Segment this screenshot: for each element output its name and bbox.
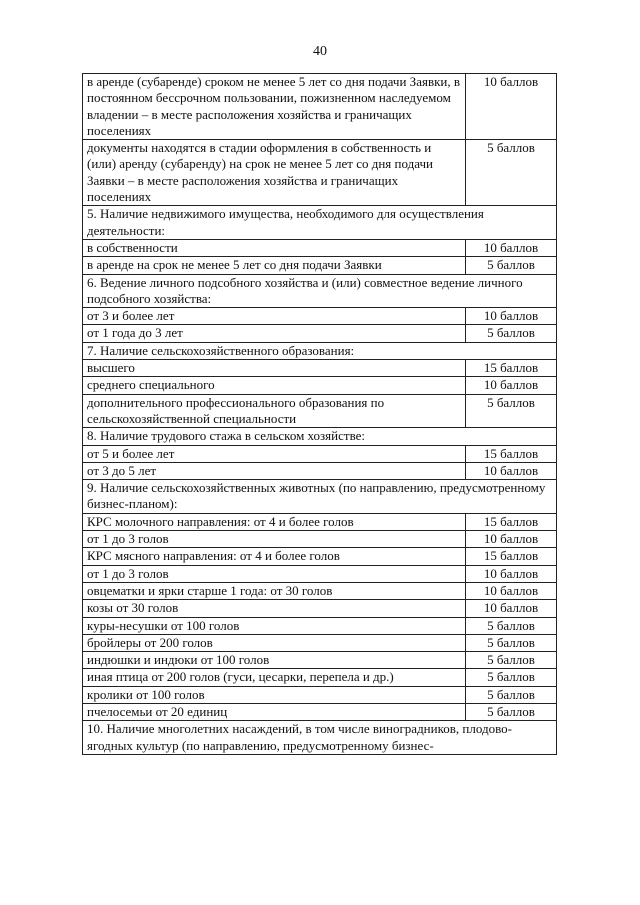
criterion-row: [83, 239, 557, 256]
criterion-label: кролики от 100 голов: [83, 686, 466, 703]
criterion-label: КРС мясного направления: от 4 и более голов: [83, 548, 466, 565]
criterion-label: высшего: [83, 360, 466, 377]
section-header: 5. Наличие недвижимого имущества, необходимого для осуществления деятельности:: [83, 206, 557, 240]
criterion-label: в собственности: [83, 239, 466, 256]
criterion-row: [83, 652, 557, 669]
criterion-score: 15 баллов: [466, 513, 557, 530]
criterion-label: от 1 года до 3 лет: [83, 325, 466, 342]
section-header: 8. Наличие трудового стажа в сельском хозяйстве:: [83, 428, 557, 445]
criterion-score: 10 баллов: [466, 600, 557, 617]
criterion-score: 5 баллов: [466, 140, 557, 206]
criterion-row: [83, 308, 557, 325]
criterion-label: пчелосемьи от 20 единиц: [83, 703, 466, 720]
criterion-score: 5 баллов: [466, 617, 557, 634]
criterion-score: 5 баллов: [466, 634, 557, 651]
criterion-row: [83, 686, 557, 703]
section-header: 10. Наличие многолетних насаждений, в том числе виноградников, плодово-ягодных культур (по направлению, предусмотренному бизнес-: [83, 721, 557, 755]
criterion-label: козы от 30 голов: [83, 600, 466, 617]
criterion-row: [83, 513, 557, 530]
section-header: 9. Наличие сельскохозяйственных животных (по направлению, предусмотренному бизнес-планом):: [83, 480, 557, 514]
criterion-row: [83, 634, 557, 651]
criterion-row: [83, 582, 557, 599]
page-number: 40: [313, 44, 327, 59]
criterion-row: [83, 360, 557, 377]
section-header-row: [83, 206, 557, 240]
criterion-row: [83, 548, 557, 565]
criterion-score: 5 баллов: [466, 669, 557, 686]
criterion-label: куры-несушки от 100 голов: [83, 617, 466, 634]
criterion-label: иная птица от 200 голов (гуси, цесарки, перепела и др.): [83, 669, 466, 686]
criterion-row: [83, 74, 557, 140]
criterion-score: 5 баллов: [466, 394, 557, 428]
criterion-label: документы находятся в стадии оформления в собственность и (или) аренду (субаренду) на срок не менее 5 лет со дня подачи Заявки – в месте расположения хозяйства и граничащих поселениях: [83, 140, 466, 206]
criterion-label: от 1 до 3 голов: [83, 565, 466, 582]
criterion-label: бройлеры от 200 голов: [83, 634, 466, 651]
criterion-score: 15 баллов: [466, 445, 557, 462]
criterion-score: 15 баллов: [466, 548, 557, 565]
section-header-row: [83, 428, 557, 445]
criterion-label: от 3 до 5 лет: [83, 462, 466, 479]
section-header-row: [83, 342, 557, 359]
criterion-score: 10 баллов: [466, 308, 557, 325]
section-header-row: [83, 480, 557, 514]
criterion-label: овцематки и ярки старше 1 года: от 30 голов: [83, 582, 466, 599]
criterion-label: от 1 до 3 голов: [83, 531, 466, 548]
criterion-row: [83, 394, 557, 428]
criterion-row: [83, 531, 557, 548]
section-header: 6. Ведение личного подсобного хозяйства и (или) совместное ведение личного подсобного хозяйства:: [83, 274, 557, 308]
criterion-score: 10 баллов: [466, 565, 557, 582]
criterion-score: 10 баллов: [466, 239, 557, 256]
criterion-row: [83, 140, 557, 206]
criterion-score: 10 баллов: [466, 462, 557, 479]
criterion-row: [83, 669, 557, 686]
criterion-score: 10 баллов: [466, 531, 557, 548]
criterion-row: [83, 377, 557, 394]
criteria-table: [82, 73, 557, 755]
criterion-label: индюшки и индюки от 100 голов: [83, 652, 466, 669]
criterion-row: [83, 257, 557, 274]
criterion-score: 5 баллов: [466, 325, 557, 342]
criterion-score: 5 баллов: [466, 686, 557, 703]
criterion-score: 5 баллов: [466, 257, 557, 274]
criterion-row: [83, 703, 557, 720]
section-header-row: [83, 721, 557, 755]
criterion-score: 15 баллов: [466, 360, 557, 377]
criterion-row: [83, 325, 557, 342]
criterion-row: [83, 565, 557, 582]
criterion-label: от 3 и более лет: [83, 308, 466, 325]
criterion-score: 10 баллов: [466, 377, 557, 394]
criterion-label: дополнительного профессионального образования по сельскохозяйственной специальности: [83, 394, 466, 428]
criterion-label: КРС молочного направления: от 4 и более голов: [83, 513, 466, 530]
criterion-row: [83, 617, 557, 634]
criterion-label: в аренде на срок не менее 5 лет со дня подачи Заявки: [83, 257, 466, 274]
criterion-label: от 5 и более лет: [83, 445, 466, 462]
criterion-score: 10 баллов: [466, 582, 557, 599]
criteria-table-body: [83, 74, 557, 755]
criterion-label: в аренде (субаренде) сроком не менее 5 лет со дня подачи Заявки, в постоянном бессрочном пользовании, пожизненном наследуемом владении – в месте расположения хозяйства и граничащих поселениях: [83, 74, 466, 140]
criterion-score: 10 баллов: [466, 74, 557, 140]
criterion-label: среднего специального: [83, 377, 466, 394]
section-header-row: [83, 274, 557, 308]
criterion-score: 5 баллов: [466, 652, 557, 669]
criterion-row: [83, 462, 557, 479]
section-header: 7. Наличие сельскохозяйственного образования:: [83, 342, 557, 359]
criterion-row: [83, 445, 557, 462]
criterion-score: 5 баллов: [466, 703, 557, 720]
criterion-row: [83, 600, 557, 617]
